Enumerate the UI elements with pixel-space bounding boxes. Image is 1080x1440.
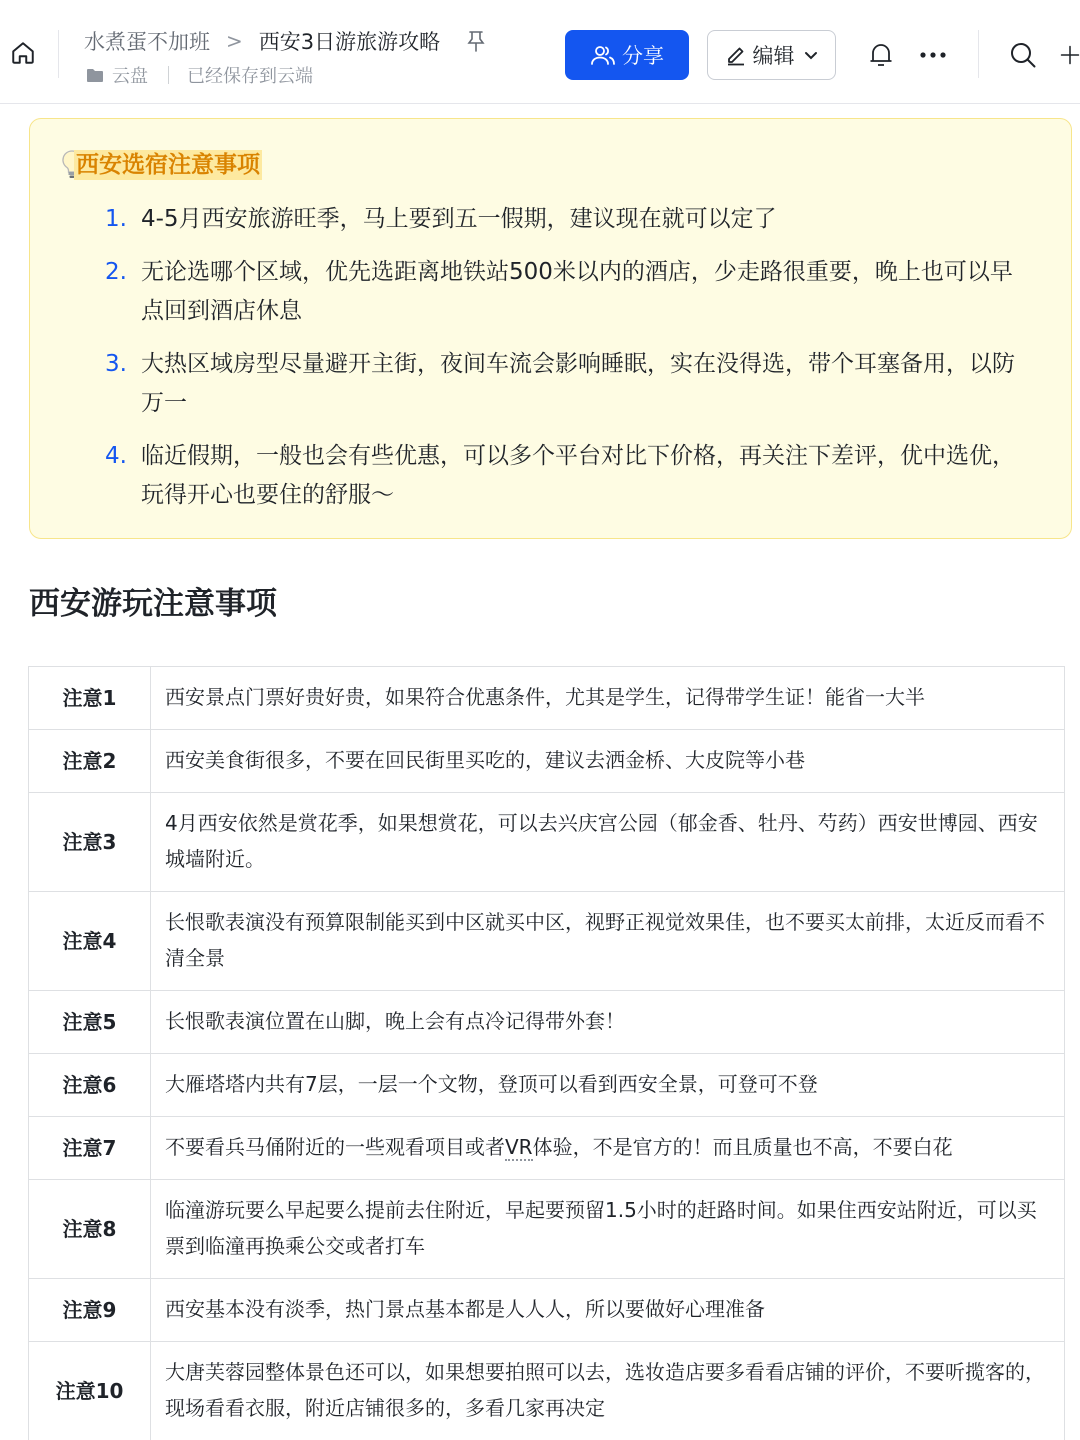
add-button[interactable] [1060, 38, 1080, 72]
edit-mode-dropdown[interactable] [707, 30, 836, 80]
table-row [29, 667, 1065, 730]
list-number: 4. [105, 443, 127, 469]
list-item [102, 253, 1032, 331]
pencil-icon [725, 44, 747, 66]
table-row [29, 1054, 1065, 1117]
more-icon [919, 51, 947, 59]
callout-title [74, 146, 262, 179]
list-number: 2. [105, 259, 127, 285]
doc-location [86, 62, 313, 88]
row-label: 注意1 [29, 667, 151, 730]
list-item [102, 437, 1032, 515]
breadcrumb-space-link[interactable]: 水煮蛋不加班 [84, 30, 210, 54]
table-row [29, 1342, 1065, 1440]
edit-button-label: 编辑 [752, 44, 795, 68]
table-row [29, 1117, 1065, 1180]
table-row [29, 892, 1065, 991]
folder-icon [86, 68, 104, 83]
users-icon [590, 44, 616, 66]
breadcrumb-separator: > [226, 29, 243, 53]
list-item-text: 大热区域房型尽量避开主街，夜间车流会影响睡眠，实在没得选，带个耳塞备用，以防万一 [141, 351, 1015, 416]
doc-title[interactable]: 西安3日游旅游攻略 [258, 30, 441, 54]
table-row [29, 730, 1065, 793]
row-text: 西安美食街很多，不要在回民街里买吃的，建议去洒金桥、大皮院等小巷 [151, 730, 1065, 793]
list-item [102, 345, 1032, 423]
row-text: 大唐芙蓉园整体景色还可以，如果想要拍照可以去，选妆造店要多看看店铺的评价，不要听揽客的，现场看看衣服，附近店铺很多的，多看几家再决定 [151, 1342, 1065, 1440]
list-item-text: 临近假期，一般也会有些优惠，可以多个平台对比下价格，再关注下差评，优中选优，玩得开心也要住的舒服～ [141, 443, 1015, 508]
save-status: 已经保存到云端 [187, 66, 313, 87]
row-text: 长恨歌表演没有预算限制能买到中区就买中区，视野正视觉效果佳，也不要买太前排，太近反而看不清全景 [151, 892, 1065, 991]
location-label[interactable]: 云盘 [112, 66, 148, 87]
callout-title-text: 西安选宿注意事项 [76, 152, 260, 178]
divider [58, 30, 59, 78]
row-label: 注意9 [29, 1279, 151, 1342]
row-text [151, 1117, 1065, 1180]
table-row [29, 1180, 1065, 1279]
search-button[interactable] [1006, 38, 1040, 72]
row-text: 西安景点门票好贵好贵，如果符合优惠条件，尤其是学生，记得带学生证！能省一大半 [151, 667, 1065, 730]
breadcrumb [84, 26, 486, 56]
section-heading: 西安游玩注意事项 [29, 586, 277, 622]
row-text: 4月西安依然是赏花季，如果想赏花，可以去兴庆宫公园（郁金香、牡丹、芍药）西安世博园、西安城墙附近。 [151, 793, 1065, 892]
home-button[interactable] [6, 36, 40, 70]
share-button-label: 分享 [622, 44, 664, 68]
home-icon [10, 40, 36, 66]
plus-icon [1060, 42, 1080, 68]
top-bar [0, 0, 1080, 104]
tips-table [28, 666, 1065, 1440]
row-label: 注意10 [29, 1342, 151, 1440]
row-label: 注意5 [29, 991, 151, 1054]
row-text-part: 体验，不是官方的！而且质量也不高，不要白花 [532, 1135, 953, 1159]
table-row [29, 793, 1065, 892]
row-label: 注意2 [29, 730, 151, 793]
row-text: 大雁塔塔内共有7层，一层一个文物，登顶可以看到西安全景，可登可不登 [151, 1054, 1065, 1117]
list-item-text: 4-5月西安旅游旺季，马上要到五一假期，建议现在就可以定了 [141, 206, 777, 232]
row-label: 注意3 [29, 793, 151, 892]
bell-icon [868, 41, 894, 69]
pin-icon[interactable] [466, 30, 486, 52]
row-text: 西安基本没有淡季，热门景点基本都是人人人，所以要做好心理准备 [151, 1279, 1065, 1342]
row-text-part: 不要看兵马俑附近的一些观看项目或者 [165, 1135, 505, 1159]
row-text: 临潼游玩要么早起要么提前去住附近，早起要预留1.5小时的赶路时间。如果住西安站附近，可以买票到临潼再换乘公交或者打车 [151, 1180, 1065, 1279]
divider [978, 30, 979, 78]
row-text: 长恨歌表演位置在山脚，晚上会有点冷记得带外套！ [151, 991, 1065, 1054]
divider [168, 66, 169, 84]
row-label: 注意7 [29, 1117, 151, 1180]
notifications-button[interactable] [864, 38, 898, 72]
vr-term[interactable]: VR [505, 1135, 533, 1159]
list-number: 1. [105, 206, 127, 232]
chevron-down-icon [803, 47, 819, 63]
list-item [102, 200, 1032, 239]
row-label: 注意4 [29, 892, 151, 991]
more-button[interactable] [916, 38, 950, 72]
list-item-text: 无论选哪个区域，优先选距离地铁站500米以内的酒店，少走路很重要，晚上也可以早点回到酒店休息 [141, 259, 1013, 324]
row-label: 注意6 [29, 1054, 151, 1117]
search-icon [1009, 41, 1037, 69]
share-button[interactable] [565, 30, 689, 80]
table-row [29, 1279, 1065, 1342]
list-number: 3. [105, 351, 127, 377]
row-label: 注意8 [29, 1180, 151, 1279]
table-row [29, 991, 1065, 1054]
callout-list [102, 200, 1032, 529]
